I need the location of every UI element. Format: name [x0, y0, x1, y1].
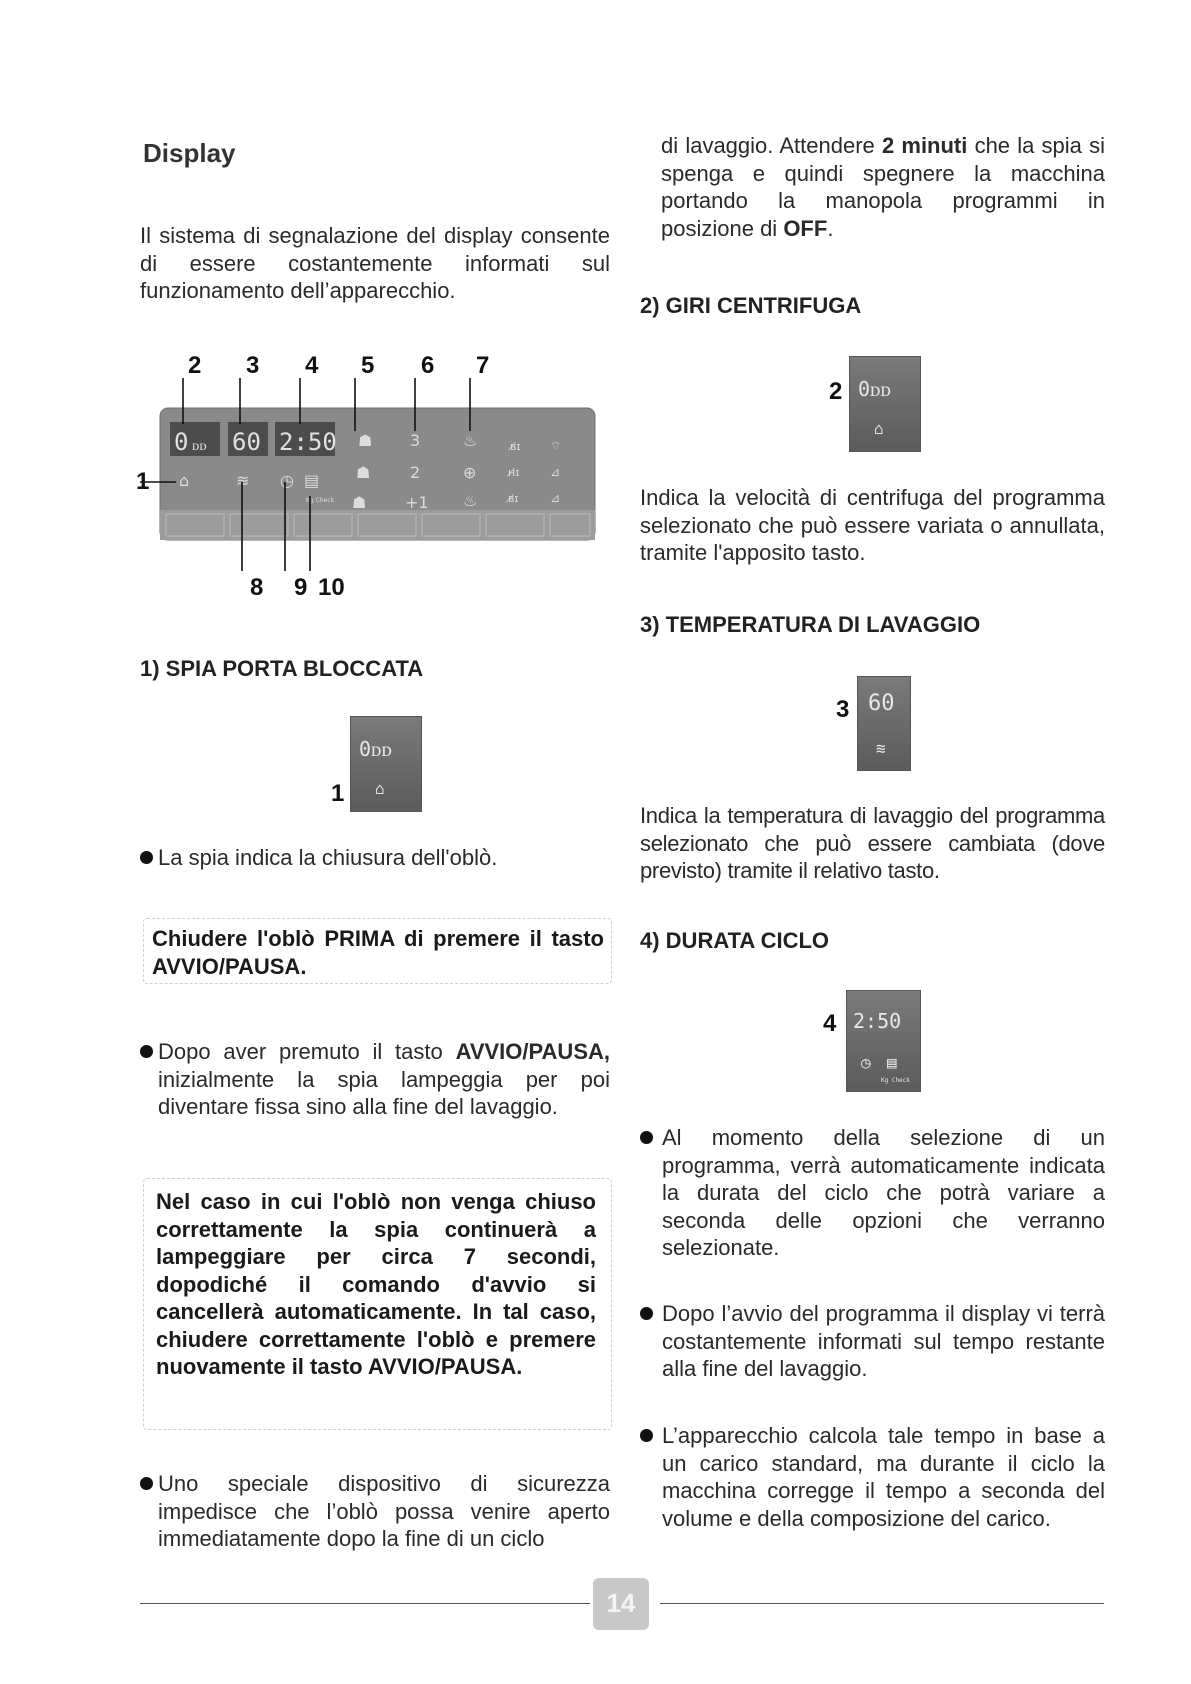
callout-7: 7 — [476, 352, 490, 379]
callout-9: 9 — [294, 574, 308, 601]
lock-icon: ⌂ — [874, 419, 884, 438]
svg-text:⌂: ⌂ — [179, 471, 190, 490]
intro-paragraph: Il sistema di segnalazione del display consente di essere costantemente informati sul funzionamento dell’apparecchio. — [140, 223, 610, 303]
callout-6: 6 — [421, 352, 435, 379]
fig1-lcd — [350, 716, 422, 812]
note-door-not-closed — [143, 1178, 612, 1430]
page-title: Display — [143, 138, 236, 168]
note-door-not-closed-text: Nel caso in cui l'oblò non venga chiuso correttamente la spia continuerà a lampeggiare per circa 7 secondi, dopodiché il comando d'avvio si cancellerà automaticamente. In tal caso, chiudere correttamente l'oblò e premere nuovamente il tasto AVVIO/PAUSA. — [156, 1189, 596, 1379]
svg-text:0: 0 — [174, 428, 189, 456]
fig3-lcd — [857, 676, 911, 771]
svg-text:2:50: 2:50 — [279, 428, 337, 456]
fig2-spin-digits: 0ᴅᴅ — [858, 377, 892, 401]
svg-text:3: 3 — [410, 431, 421, 450]
svg-text:ʙ̸ɪ: ʙ̸ɪ — [508, 492, 519, 505]
svg-text:60: 60 — [232, 428, 261, 456]
svg-text:ʙ̸ɪ: ʙ̸ɪ — [510, 440, 521, 453]
clock-icon: ◷ — [861, 1053, 871, 1072]
weight-icon: ▤ — [887, 1053, 897, 1072]
callout-1: 1 — [136, 468, 150, 495]
section1-heading: 1) SPIA PORTA BLOCCATA — [140, 656, 424, 681]
fig3-number: 3 — [836, 696, 850, 723]
page-number: 14 — [606, 1588, 636, 1618]
note-close-door-text: Chiudere l'oblò PRIMA di premere il tasto AVVIO/PAUSA. — [152, 926, 604, 979]
fig4-lcd — [846, 990, 921, 1092]
callout-3: 3 — [246, 352, 260, 379]
kg-check-label: Kg Check — [881, 1077, 910, 1084]
footer-rule-right — [660, 1603, 1104, 1604]
lock-icon: ⌂ — [375, 779, 385, 798]
page-number-badge — [593, 1578, 649, 1630]
section2-heading: 2) GIRI CENTRIFUGA — [640, 293, 862, 318]
callout-10: 10 — [318, 574, 345, 601]
svg-text:ʜ̸ɪ: ʜ̸ɪ — [508, 466, 520, 479]
fig3-temp-digits: 60 — [868, 691, 895, 716]
display-diagram — [136, 352, 612, 606]
svg-text:♨: ♨ — [463, 431, 478, 450]
section2-text: Indica la velocità di centrifuga del programma selezionato che può essere variata o annullata, tramite l'apposito tasto. — [640, 485, 1105, 565]
svg-text:+1: +1 — [405, 493, 429, 512]
svg-text:♨: ♨ — [463, 491, 478, 510]
callout-2: 2 — [188, 352, 202, 379]
section4-heading: 4) DURATA CICLO — [640, 928, 830, 953]
callout-5: 5 — [361, 352, 375, 379]
section3-text: Indica la temperatura di lavaggio del programma selezionato che può essere cambiata (dove previsto) tramite il relativo tasto. — [640, 803, 1105, 883]
footer-rule-left — [140, 1603, 590, 1604]
svg-text:⊿: ⊿ — [550, 465, 561, 479]
temperature-icon: ≋ — [876, 739, 886, 758]
svg-text:⊿: ⊿ — [550, 491, 561, 505]
svg-text:Kg Check: Kg Check — [306, 497, 335, 504]
svg-text:ᴅᴅ: ᴅᴅ — [192, 438, 207, 454]
svg-text:☗: ☗ — [358, 431, 373, 450]
svg-text:2: 2 — [410, 463, 421, 482]
svg-text:▤: ▤ — [304, 471, 320, 490]
fig2-lcd — [849, 356, 921, 452]
section3-heading: 3) TEMPERATURA DI LAVAGGIO — [640, 612, 981, 637]
continuation-paragraph: di lavaggio. Attendere 2 minuti che la spia si spenga e quindi spegnere la macchina portando la manopola programmi in posizione di OFF. — [661, 133, 1105, 241]
display-panel-illustration — [140, 356, 612, 606]
fig2-number: 2 — [829, 378, 843, 405]
svg-text:☗: ☗ — [352, 493, 367, 512]
fig4-time-digits: 2:50 — [853, 1009, 902, 1033]
fig1-spin-digits: 0ᴅᴅ — [359, 737, 393, 761]
note-close-door — [143, 918, 612, 984]
fig1-number: 1 — [331, 780, 345, 807]
svg-text:☗: ☗ — [356, 463, 371, 482]
svg-text:⊕: ⊕ — [463, 463, 477, 482]
svg-text:⌔: ⌔ — [550, 439, 562, 453]
callout-4: 4 — [305, 352, 319, 379]
fig4-number: 4 — [823, 1010, 837, 1037]
svg-text:≋: ≋ — [236, 471, 250, 490]
svg-text:◷: ◷ — [280, 471, 294, 490]
callout-8: 8 — [250, 574, 264, 601]
